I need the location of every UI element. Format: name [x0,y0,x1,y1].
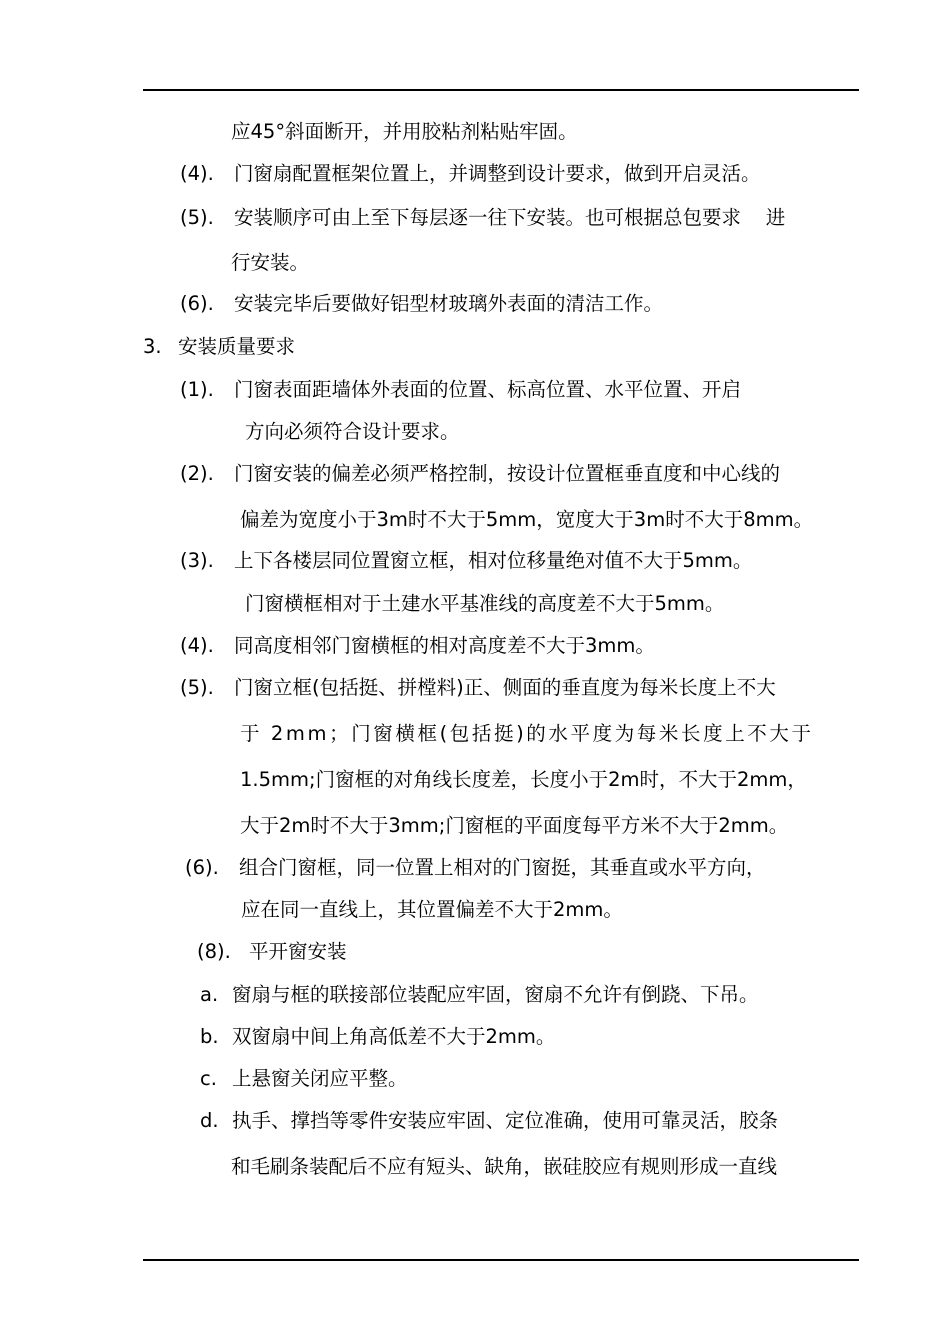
text-line [240,721,814,747]
item-number: (4). [180,634,214,657]
item-number: (8). [197,940,231,963]
item-text: 门窗立框(包括挺、拼樘料)正、侧面的垂直度为每米长度上不大 [234,676,776,699]
list-item [200,1024,555,1050]
item-number: (6). [180,292,214,315]
list-item [180,377,741,403]
list-item [180,633,655,659]
subsection-heading [197,939,347,965]
item-letter: d. [200,1109,219,1132]
item-letter: c. [200,1067,217,1090]
list-item [180,548,752,574]
line-text: 和毛刷条装配后不应有短头、缺角，嵌硅胶应有规则形成一直线 [231,1155,778,1178]
item-number: (1). [180,378,214,401]
list-item [180,161,761,187]
list-item [200,1066,408,1092]
text-line [245,419,460,445]
text-line [231,1154,777,1180]
item-number: (3). [180,549,214,572]
item-text: 安装顺序可由上至下每层逐一往下安装。也可根据总包要求 进 [234,206,786,229]
list-item [200,1108,778,1134]
list-item [180,291,663,317]
text-line [240,507,813,533]
item-text: 门窗安装的偏差必须严格控制，按设计位置框垂直度和中心线的 [234,462,781,485]
line-text: 1.5mm;门窗框的对角线长度差，长度小于2m时，不大于2mm， [240,768,807,791]
item-text: 门窗表面距墙体外表面的位置、标高位置、水平位置、开启 [234,378,742,401]
item-text: 上悬窗关闭应平整。 [232,1067,408,1090]
line-text: 行安装。 [231,251,310,274]
list-item [180,675,776,701]
line-text: 门窗横框相对于土建水平基准线的高度差不大于5mm。 [245,592,725,615]
line-text: 应在同一直线上，其位置偏差不大于2mm。 [241,898,623,921]
item-number: (5). [180,676,214,699]
list-item [185,855,766,881]
text-line [245,591,724,617]
line-text: 应45°斜面断开，并用胶粘剂粘贴牢固。 [231,120,578,143]
text-line [241,897,623,923]
item-number: (4). [180,162,214,185]
item-letter: a. [200,983,219,1006]
list-item [200,982,759,1008]
section-title: 安装质量要求 [178,335,296,358]
line-text: 于 2mm；门窗横框(包括挺)的水平度为每米长度上不大于 [240,722,814,745]
line-text: 偏差为宽度小于3m时不大于5mm，宽度大于3m时不大于8mm。 [240,508,814,531]
footer-rule [143,1259,859,1261]
item-text: 门窗扇配置框架位置上，并调整到设计要求，做到开启灵活。 [234,162,761,185]
item-text: 窗扇与框的联接部位装配应牢固，窗扇不允许有倒跷、下吊。 [232,983,759,1006]
item-number: (2). [180,462,214,485]
text-line [240,767,807,793]
item-text: 执手、撑挡等零件安装应牢固、定位准确，使用可靠灵活，胶条 [232,1109,779,1132]
section-heading [143,334,295,360]
item-text: 安装完毕后要做好铝型材玻璃外表面的清洁工作。 [234,292,664,315]
line-text: 方向必须符合设计要求。 [245,420,460,443]
text-line [231,119,578,145]
line-text: 大于2m时不大于3mm;门窗框的平面度每平方米不大于2mm。 [240,814,789,837]
text-line [240,813,788,839]
item-text: 上下各楼层同位置窗立框，相对位移量绝对值不大于5mm。 [234,549,753,572]
text-line [231,250,309,276]
item-number: (5). [180,206,214,229]
item-number: (6). [185,856,219,879]
section-number: 3. [143,335,162,358]
list-item [180,461,780,487]
list-item [180,205,785,231]
item-text: 双窗扇中间上角高低差不大于2mm。 [232,1025,556,1048]
item-text: 组合门窗框，同一位置上相对的门窗挺，其垂直或水平方向， [239,856,766,879]
item-letter: b. [200,1025,219,1048]
subsection-title: 平开窗安装 [249,940,347,963]
item-text: 同高度相邻门窗横框的相对高度差不大于3mm。 [234,634,655,657]
header-rule [143,89,859,91]
